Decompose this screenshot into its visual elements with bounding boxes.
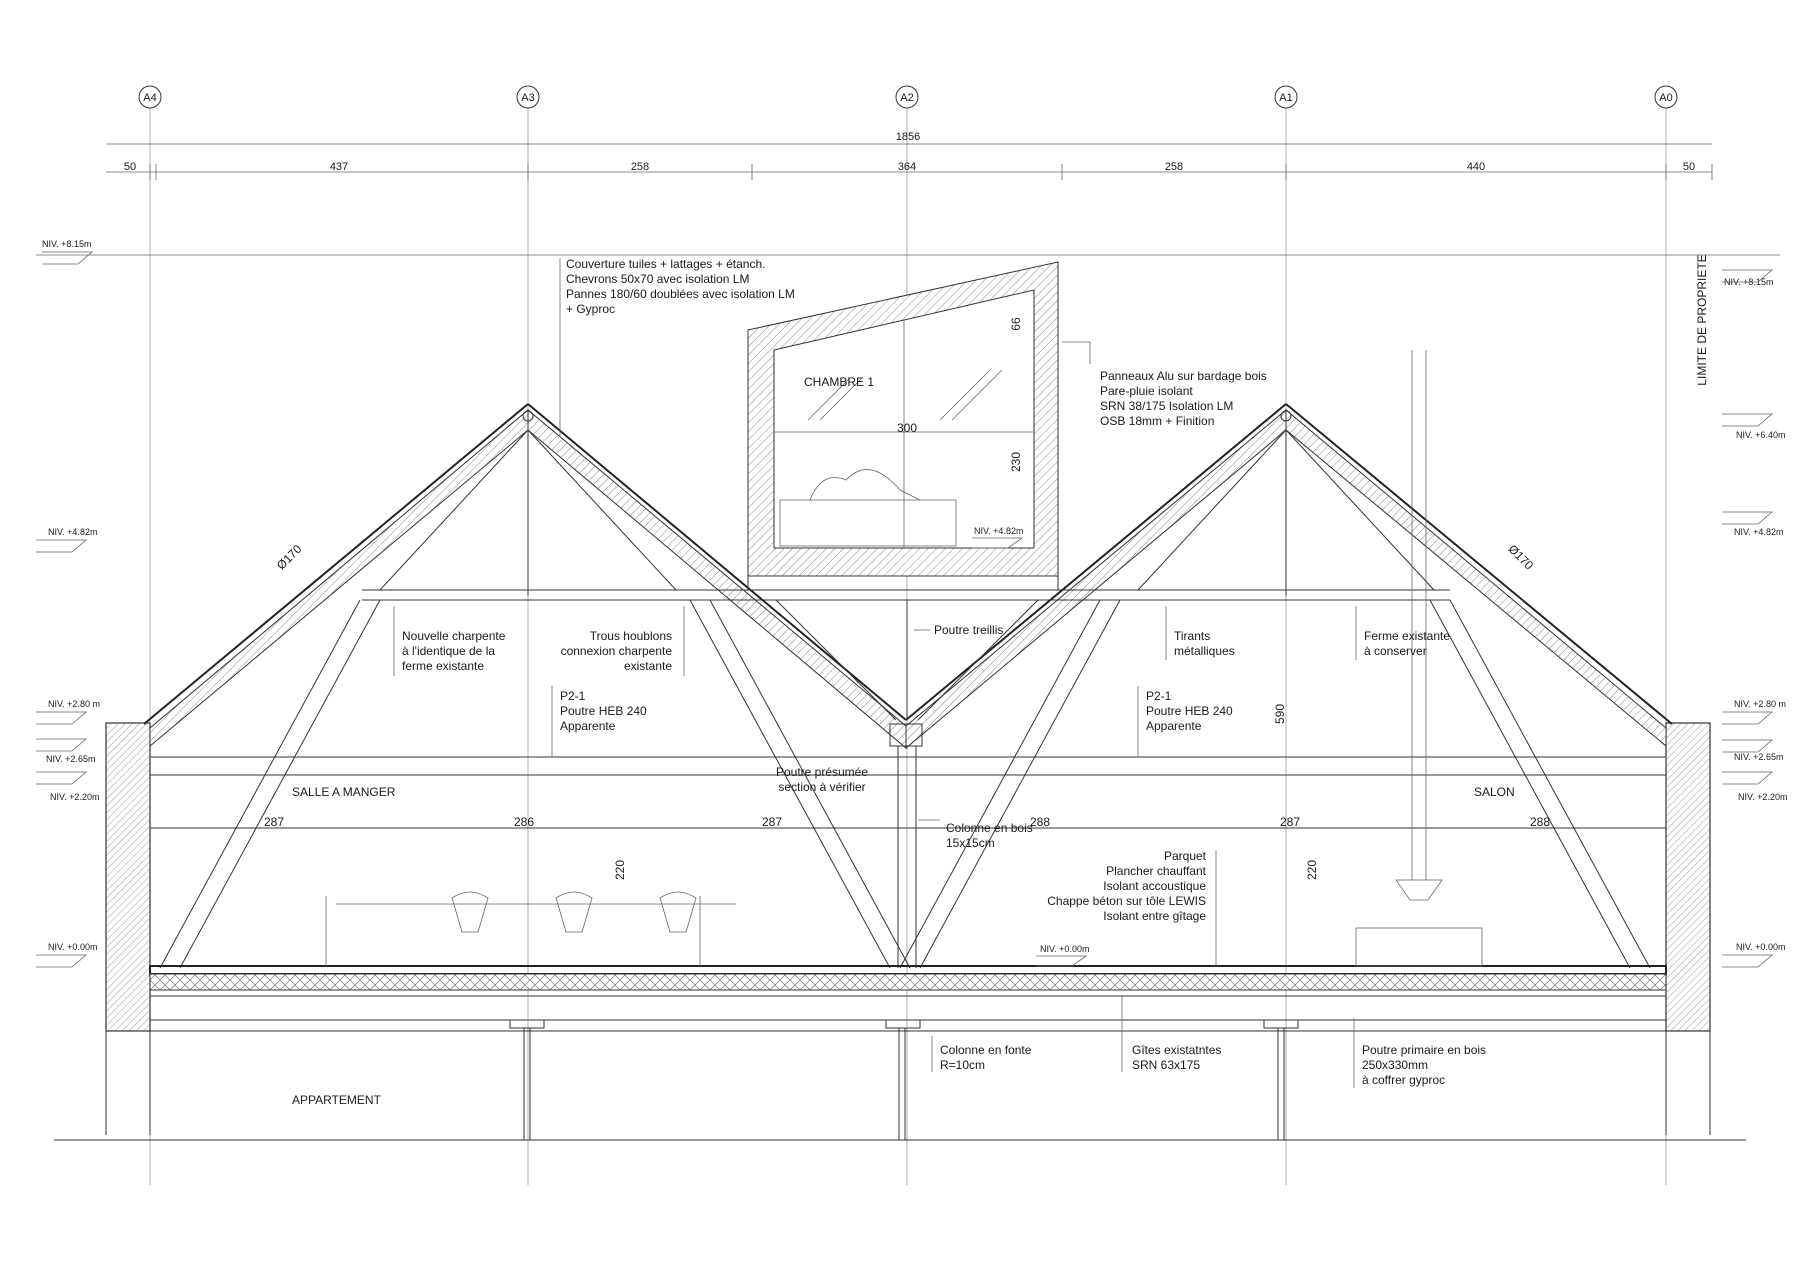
dining-furniture: [326, 892, 736, 966]
svg-text:R=10cm: R=10cm: [940, 1058, 986, 1072]
dimension-dormer-height: 230: [1009, 451, 1023, 473]
axis-label: A0: [1659, 92, 1673, 104]
svg-text:NIV. +2.65m: NIV. +2.65m: [1734, 752, 1784, 762]
wall-left: [106, 723, 150, 1031]
svg-text:Poutre primaire en bois: Poutre primaire en bois: [1362, 1043, 1487, 1057]
svg-text:286: 286: [513, 815, 535, 829]
note-nouvelle-charpente: [394, 606, 506, 676]
svg-text:section à vérifier: section à vérifier: [778, 780, 866, 794]
svg-text:Parquet: Parquet: [1163, 849, 1206, 863]
svg-text:P2-1: P2-1: [1146, 689, 1172, 703]
svg-text:Isolant accoustique: Isolant accoustique: [1103, 879, 1206, 893]
svg-text:Colonne en bois: Colonne en bois: [946, 821, 1033, 835]
axis-marker-a2: [896, 86, 918, 108]
axis-label: A3: [521, 92, 535, 104]
svg-text:Pannes 180/60 doublées avec is: Pannes 180/60 doublées avec isolation LM: [566, 287, 795, 301]
axis-label: A4: [143, 92, 157, 104]
dimension-height-590: 590: [1273, 703, 1287, 725]
svg-text:Ferme existante: Ferme existante: [1364, 629, 1451, 643]
svg-text:NIV. +8.15m: NIV. +8.15m: [1724, 277, 1774, 287]
dimension-segment: 258: [630, 161, 650, 173]
note-colonne-fonte: [932, 1036, 1032, 1072]
note-p21-right: [1138, 686, 1233, 757]
svg-text:existante: existante: [623, 659, 672, 673]
svg-text:à l'identique de la: à l'identique de la: [402, 644, 496, 658]
level-marker: [36, 772, 99, 802]
svg-text:Poutre HEB 240: Poutre HEB 240: [560, 704, 647, 718]
svg-text:SRN 38/175 Isolation LM: SRN 38/175 Isolation LM: [1100, 399, 1234, 413]
axis-label: A2: [900, 92, 914, 104]
room-label-chambre: CHAMBRE 1: [804, 375, 875, 389]
axis-markers: [139, 86, 1677, 108]
level-center-floor: NIV. +0.00m: [1040, 944, 1090, 954]
axis-marker-a3: [517, 86, 539, 108]
svg-text:Apparente: Apparente: [1146, 719, 1202, 733]
dimension-total: 1856: [895, 131, 921, 143]
dimension-segment: 440: [1466, 161, 1486, 173]
note-poutre-treillis: [914, 623, 1003, 637]
note-dormer-wall: [1062, 342, 1267, 428]
dimension-height-220-right: 220: [1305, 859, 1319, 881]
level-marker: [36, 739, 95, 764]
svg-text:Chevrons 50x70 avec isolation: Chevrons 50x70 avec isolation LM: [566, 272, 750, 286]
note-gites: [1122, 996, 1221, 1072]
dimension-segment: 50: [1682, 161, 1696, 173]
svg-text:288: 288: [1029, 815, 1051, 829]
svg-text:287: 287: [761, 815, 783, 829]
axis-marker-a1: [1275, 86, 1297, 108]
dimension-height-220-left: 220: [613, 859, 627, 881]
svg-text:Isolant entre gîtage: Isolant entre gîtage: [1103, 909, 1206, 923]
note-p21-left: [552, 686, 647, 757]
svg-text:NIV. +4.82m: NIV. +4.82m: [1734, 527, 1784, 537]
level-markers-left: [36, 239, 100, 967]
dimension-segment: 437: [329, 161, 349, 173]
level-marker: [1722, 772, 1787, 802]
svg-text:NIV. +6.40m: NIV. +6.40m: [1736, 430, 1786, 440]
svg-text:à coffrer gyproc: à coffrer gyproc: [1362, 1073, 1446, 1087]
svg-text:P2-1: P2-1: [560, 689, 586, 703]
room-label-salon: SALON: [1474, 785, 1515, 799]
dimension-segment: 50: [123, 161, 137, 173]
level-marker: [36, 699, 100, 724]
svg-text:OSB 18mm + Finition: OSB 18mm + Finition: [1100, 414, 1215, 428]
dimension-skylight-left: Ø170: [273, 541, 305, 573]
wall-right: [1666, 723, 1710, 1031]
svg-text:Plancher chauffant: Plancher chauffant: [1106, 864, 1206, 878]
svg-text:Panneaux Alu sur bardage bois: Panneaux Alu sur bardage bois: [1100, 369, 1267, 383]
room-label-appartement: APPARTEMENT: [292, 1093, 381, 1107]
svg-text:Chappe béton sur tôle LEWIS: Chappe béton sur tôle LEWIS: [1047, 894, 1206, 908]
svg-text:NIV. +0.00m: NIV. +0.00m: [1736, 942, 1786, 952]
svg-text:287: 287: [1279, 815, 1301, 829]
axis-label: A1: [1279, 92, 1293, 104]
grid-lines: [150, 108, 1666, 1185]
svg-text:NIV. +2.20m: NIV. +2.20m: [1738, 792, 1788, 802]
note-poutre-presumee: [776, 765, 868, 794]
svg-text:Colonne en fonte: Colonne en fonte: [940, 1043, 1032, 1057]
level-marker: [1722, 512, 1783, 537]
note-colonne-bois: [918, 820, 1033, 850]
svg-text:NIV. +8.15m: NIV. +8.15m: [42, 239, 92, 249]
svg-text:Couverture tuiles + lattages +: Couverture tuiles + lattages + étanch.: [566, 257, 766, 271]
room-label-salle-a-manger: SALLE A MANGER: [292, 785, 396, 799]
dimension-segment: 364: [897, 161, 917, 173]
floor-slab: [150, 966, 1666, 1031]
svg-text:NIV. +4.82m: NIV. +4.82m: [48, 527, 98, 537]
axis-marker-a4: [139, 86, 161, 108]
level-marker: [1722, 740, 1783, 762]
svg-text:à conserver: à conserver: [1364, 644, 1427, 658]
svg-text:250x330mm: 250x330mm: [1362, 1058, 1429, 1072]
svg-text:Apparente: Apparente: [560, 719, 616, 733]
note-ferme-existante: [1356, 606, 1450, 660]
note-tirants: [1166, 606, 1235, 660]
level-marker: [1722, 270, 1773, 287]
level-marker: [36, 942, 97, 967]
note-trous-houblons: [561, 606, 684, 676]
dimension-chain: [106, 131, 1712, 180]
level-marker: [1722, 699, 1786, 724]
svg-text:NIV. +2.80 m: NIV. +2.80 m: [48, 699, 100, 709]
svg-text:Poutre présumée: Poutre présumée: [775, 765, 869, 779]
svg-text:Poutre HEB 240: Poutre HEB 240: [1146, 704, 1233, 718]
level-marker: [1722, 414, 1785, 440]
svg-text:NIV. +0.00m: NIV. +0.00m: [48, 942, 98, 952]
level-dormer: NIV. +4.82m: [974, 526, 1024, 536]
dimension-skylight-right: Ø170: [1505, 541, 1537, 573]
svg-text:NIV. +2.65m: NIV. +2.65m: [46, 754, 96, 764]
svg-text:+ Gyproc: + Gyproc: [566, 302, 616, 316]
svg-text:Gîtes existatntes: Gîtes existatntes: [1132, 1043, 1222, 1057]
level-markers-right: [1722, 270, 1787, 967]
dimension-dormer-parapet: 66: [1009, 317, 1023, 331]
svg-text:Tirants: Tirants: [1174, 629, 1211, 643]
svg-text:Poutre treillis: Poutre treillis: [934, 623, 1004, 637]
lower-columns: [54, 1020, 1746, 1140]
svg-text:SRN 63x175: SRN 63x175: [1132, 1058, 1201, 1072]
svg-text:287: 287: [263, 815, 285, 829]
note-poutre-primaire: [1354, 1018, 1486, 1088]
svg-text:connexion charpente: connexion charpente: [560, 644, 672, 658]
dimension-segment: 258: [1164, 161, 1184, 173]
property-limit-label: LIMITE DE PROPRIETE: [1695, 254, 1709, 386]
chimney-flue: [1356, 350, 1482, 966]
level-marker: [42, 239, 92, 264]
svg-text:ferme existante: ferme existante: [402, 659, 485, 673]
svg-text:Nouvelle charpente: Nouvelle charpente: [402, 629, 506, 643]
dimension-dormer-width: 300: [896, 421, 918, 435]
svg-text:NIV. +2.80 m: NIV. +2.80 m: [1734, 699, 1786, 709]
svg-text:NIV. +2.20m: NIV. +2.20m: [50, 792, 100, 802]
svg-text:Trous houblons: Trous houblons: [589, 629, 672, 643]
svg-text:Pare-pluie isolant: Pare-pluie isolant: [1100, 384, 1193, 398]
svg-text:15x15cm: 15x15cm: [946, 836, 995, 850]
axis-marker-a0: [1655, 86, 1677, 108]
svg-text:288: 288: [1529, 815, 1551, 829]
level-marker: [1722, 942, 1785, 967]
level-marker: [36, 527, 97, 552]
svg-text:métalliques: métalliques: [1174, 644, 1235, 658]
